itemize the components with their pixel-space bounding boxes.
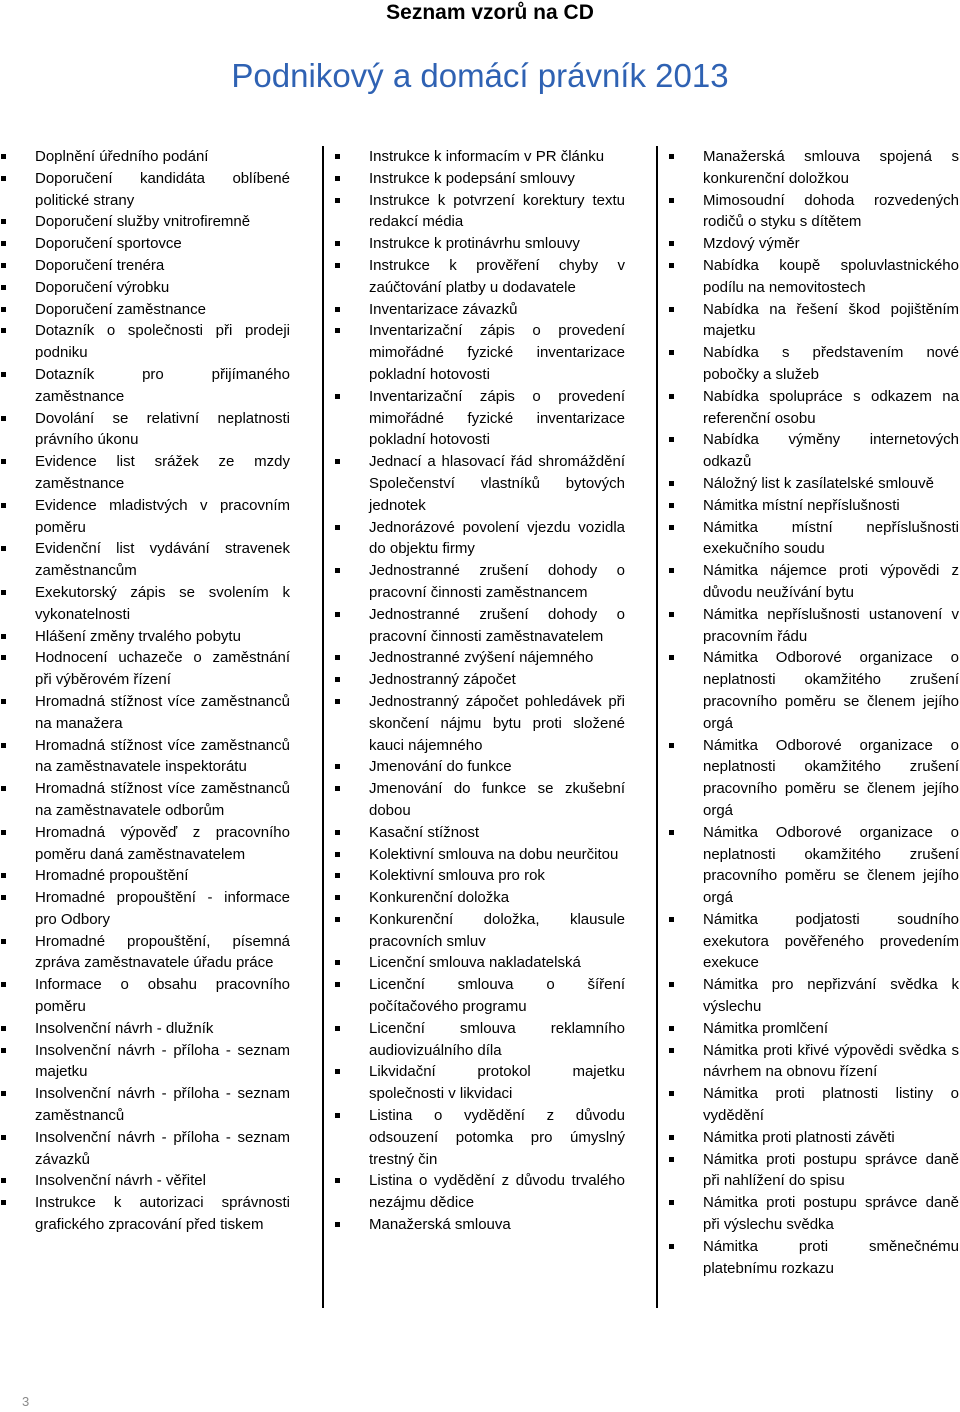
template-item-label: Evidence list srážek ze mzdy zaměstnance [35,453,290,492]
template-list-item [0,582,290,626]
square-bullet-icon [669,1200,674,1205]
square-bullet-icon [669,982,674,987]
template-item-label: Dovolání se relativní neplatnosti právního úkonu [35,409,290,449]
square-bullet-icon [1,546,6,551]
square-bullet-icon [669,503,674,508]
template-list-item [668,1018,959,1040]
square-bullet-icon [335,917,340,922]
template-list-item [334,844,625,866]
template-item-label: Námitka proti směnečnému platebnímu rozkazu [703,1237,959,1277]
template-list-item [668,1040,959,1084]
template-list-item [0,233,290,255]
square-bullet-icon [335,699,340,704]
square-bullet-icon [669,481,674,486]
square-bullet-icon [669,263,674,268]
template-list-item [334,669,625,691]
template-item-label: Hodnocení uchazeče o zaměstnání při výběrovém řízení [35,649,290,689]
square-bullet-icon [335,960,340,965]
template-list-item [334,451,625,516]
template-list-item [334,974,625,1018]
square-bullet-icon [1,590,6,595]
template-item-label: Jmenování do funkce se zkušební dobou [369,780,625,819]
template-item-label: Doporučení výrobku [35,278,170,296]
template-item-label: Listina o vydědění z důvodu trvalého nezájmu dědice [369,1172,625,1212]
template-item-label: Nabídka spolupráce s odkazem na referenční osobu [703,387,959,427]
template-list-item [0,277,290,299]
template-list-item [334,386,625,451]
square-bullet-icon [335,612,340,617]
template-list-item [334,822,625,844]
template-list-item [0,538,290,582]
template-item-label: Instrukce k protinávrhu smlouvy [369,235,580,253]
template-list-item [334,1105,625,1170]
square-bullet-icon [1,459,6,464]
template-item-label: Hromadná výpověď z pracovního poměru daná zaměstnavatelem [35,823,290,863]
template-list-item [0,778,290,822]
template-item-label: Jednostranné zrušení dohody o pracovní činnosti zaměstnancem [369,562,625,601]
square-bullet-icon [335,1026,340,1031]
template-item-label: Hlášení změny trvalého pobytu [35,627,241,645]
template-item-label: Jmenování do funkce [369,758,512,776]
template-list-item [668,190,959,234]
template-item-label: Námitka místní nepříslušnosti [703,496,900,514]
template-list-item [668,647,959,734]
square-bullet-icon [669,830,674,835]
template-item-label: Instrukce k podepsání smlouvy [369,169,575,187]
template-item-label: Doporučení zaměstnance [35,300,206,318]
square-bullet-icon [335,786,340,791]
template-list-item [334,1214,625,1236]
square-bullet-icon [1,372,6,377]
template-item-label: Kasační stížnost [369,823,480,841]
template-item-label: Kolektivní smlouva pro rok [369,867,545,885]
template-item-label: Likvidační protokol majetku společnosti v likvidaci [369,1063,625,1103]
template-list-item [0,974,290,1018]
square-bullet-icon [669,154,674,159]
template-item-label: Námitka proti křivé výpovědi svědka s návrhem na obnovu řízení [703,1041,959,1081]
template-item-label: Nabídka výměny internetových odkazů [703,431,959,471]
square-bullet-icon [335,852,340,857]
square-bullet-icon [335,459,340,464]
column-divider [656,146,658,1308]
template-item-label: Insolvenční návrh - příloha - seznam závazků [35,1128,290,1168]
template-list-item [668,255,959,299]
square-bullet-icon [335,873,340,878]
template-list-item [668,1192,959,1236]
template-item-label: Evidenční list vydávání stravenek zaměstnancům [35,540,290,580]
template-list-item [668,517,959,561]
template-list-item [0,735,290,779]
square-bullet-icon [1,939,6,944]
square-bullet-icon [1,655,6,660]
square-bullet-icon [1,1178,6,1183]
template-list-item [334,168,625,190]
template-list-item [668,560,959,604]
square-bullet-icon [1,982,6,987]
template-item-label: Inventarizační zápis o provedení mimořádné fyzické inventarizace pokladní hotovosti [369,322,625,383]
template-item-label: Jednostranné zvýšení nájemného [369,649,594,667]
template-list-item [668,146,959,190]
template-list-item [334,756,625,778]
square-bullet-icon [1,1135,6,1140]
square-bullet-icon [669,568,674,573]
template-item-label: Náložný list k zasílatelské smlouvě [703,474,934,492]
square-bullet-icon [669,655,674,660]
square-bullet-icon [669,350,674,355]
square-bullet-icon [669,917,674,922]
template-list-item [334,909,625,953]
template-item-label: Doplnění úředního podání [35,148,209,165]
square-bullet-icon [669,525,674,530]
template-item-label: Námitka podjatosti soudního exekutora pověřeného provedením exekuce [703,910,959,972]
template-item-label: Instrukce k potvrzení korektury textu redakcí média [369,191,625,231]
template-list-item [0,1018,290,1040]
template-item-label: Insolvenční návrh - příloha - seznam majetku [35,1041,290,1081]
template-list-item [334,604,625,648]
square-bullet-icon [335,1069,340,1074]
template-item-label: Námitka proti platnosti listiny o vydědění [703,1085,959,1125]
square-bullet-icon [1,503,6,508]
square-bullet-icon [1,241,6,246]
page-number: 3 [22,1394,30,1409]
template-list-column-1 [0,146,290,1236]
square-bullet-icon [335,198,340,203]
template-item-label: Insolvenční návrh - věřitel [35,1172,206,1190]
square-bullet-icon [669,1244,674,1249]
template-list-item [0,495,290,539]
template-item-label: Hromadná stížnost více zaměstnanců na zaměstnavatele inspektorátu [35,736,290,776]
template-list-item [0,1170,290,1192]
template-item-label: Doporučení kandidáta oblíbené politické strany [35,169,290,209]
template-item-label: Námitka nájemce proti výpovědi z důvodu neužívání bytu [703,562,959,601]
template-list-item [0,931,290,975]
square-bullet-icon [669,1091,674,1096]
template-list-item [668,1236,959,1280]
template-list-item [334,320,625,385]
template-list-item [668,822,959,909]
square-bullet-icon [1,1048,6,1053]
template-item-label: Informace o obsahu pracovního poměru [35,976,290,1016]
square-bullet-icon [669,612,674,617]
template-item-label: Jednostranný zápočet pohledávek při skončení nájmu bytu proti složené kauci nájemného [369,692,625,754]
square-bullet-icon [669,241,674,246]
template-list-item [0,865,290,887]
template-item-label: Nabídka s představením nové pobočky a služeb [703,344,959,383]
template-item-label: Námitka proti postupu správce daně při nahlížení do spisu [703,1150,959,1190]
square-bullet-icon [335,830,340,835]
template-item-label: Exekutorský zápis se svolením k vykonatelnosti [35,583,290,623]
template-list-item [334,647,625,669]
template-item-label: Listina o vydědění z důvodu odsouzení potomka pro úmyslný trestný čin [369,1107,625,1168]
template-list-item [668,604,959,648]
template-item-label: Evidence mladistvých v pracovním poměru [35,496,290,536]
template-item-label: Manažerská smlouva [369,1216,511,1234]
template-list-item [0,408,290,452]
square-bullet-icon [1,307,6,312]
template-list-item [0,451,290,495]
template-item-label: Konkurenční doložka [369,889,510,907]
template-item-label: Hromadná stížnost více zaměstnanců na manažera [35,692,290,732]
template-list-item [334,1061,625,1105]
template-list-item [334,190,625,234]
template-list-item [668,386,959,430]
template-item-label: Nabídka na řešení škod pojištěním majetku [703,300,959,340]
square-bullet-icon [669,1026,674,1031]
template-list-item [668,1149,959,1193]
square-bullet-icon [1,1200,6,1205]
square-bullet-icon [335,263,340,268]
template-list-item [668,1083,959,1127]
template-list-item [668,299,959,343]
template-item-label: Hromadné propouštění, písemná zpráva zaměstnavatele úřadu práce [35,932,290,972]
square-bullet-icon [1,176,6,181]
template-item-label: Licenční smlouva reklamního audiovizuálního díla [369,1019,625,1059]
template-item-label: Námitka pro nepřizvání svědka k výslechu [703,976,959,1016]
template-list-item [0,1083,290,1127]
square-bullet-icon [1,634,6,639]
template-list-item [0,299,290,321]
square-bullet-icon [1,786,6,791]
template-item-label: Námitka nepříslušnosti ustanovení v pracovním řádu [703,605,959,645]
template-list-item [0,146,290,168]
square-bullet-icon [335,241,340,246]
square-bullet-icon [1,743,6,748]
template-item-label: Doporučení sportovce [35,235,182,253]
template-list-item [334,1018,625,1062]
square-bullet-icon [669,198,674,203]
square-bullet-icon [1,699,6,704]
template-item-label: Námitka místní nepříslušnosti exekučního soudu [703,518,959,558]
template-list-item [0,647,290,691]
square-bullet-icon [335,1222,340,1227]
square-bullet-icon [335,677,340,682]
square-bullet-icon [669,1157,674,1162]
square-bullet-icon [669,437,674,442]
square-bullet-icon [1,328,6,333]
template-list-item [0,1192,290,1236]
square-bullet-icon [335,1178,340,1183]
template-item-label: Námitka proti platnosti závěti [703,1128,895,1146]
template-list-item [0,691,290,735]
template-item-label: Manažerská smlouva spojená s konkurenční doložkou [703,148,959,187]
template-list-item [334,1170,625,1214]
template-list-item [0,168,290,212]
template-list-item [334,255,625,299]
square-bullet-icon [1,263,6,268]
template-list-item [334,887,625,909]
template-list-item [0,320,290,364]
template-list-item [334,691,625,756]
template-list-item [668,909,959,974]
square-bullet-icon [1,154,6,159]
template-list-item [0,255,290,277]
template-item-label: Licenční smlouva nakladatelská [369,954,581,972]
square-bullet-icon [335,328,340,333]
header-title: Seznam vzorů na CD [386,1,594,24]
template-list-item [334,146,625,168]
template-list-item [668,495,959,517]
template-list-item [0,1040,290,1084]
page-title: Podnikový a domácí právník 2013 [231,57,729,94]
square-bullet-icon [669,1048,674,1053]
template-list-item [0,887,290,931]
square-bullet-icon [1,1026,6,1031]
template-list-item [334,517,625,561]
template-item-label: Námitka Odborové organizace o neplatnosti okamžitého zrušení pracovního poměru se členem jejího orgá [703,736,959,819]
square-bullet-icon [1,219,6,224]
template-item-label: Dotazník o společnosti při prodeji podniku [35,322,290,362]
template-item-label: Doporučení trenéra [35,256,165,274]
template-list-item [668,1127,959,1149]
square-bullet-icon [1,895,6,900]
square-bullet-icon [669,307,674,312]
template-list-item [0,1127,290,1171]
square-bullet-icon [1,416,6,421]
template-list-item [0,626,290,648]
template-list-item [334,778,625,822]
square-bullet-icon [1,830,6,835]
template-item-label: Inventarizační zápis o provedení mimořádné fyzické inventarizace pokladní hotovosti [369,387,625,449]
template-item-label: Námitka Odborové organizace o neplatnosti okamžitého zrušení pracovního poměru se členem jejího orgá [703,823,959,907]
template-item-label: Licenční smlouva o šíření počítačového programu [369,976,625,1016]
square-bullet-icon [669,743,674,748]
template-list-item [668,342,959,386]
template-list-item [334,865,625,887]
square-bullet-icon [669,394,674,399]
square-bullet-icon [335,525,340,530]
square-bullet-icon [335,176,340,181]
square-bullet-icon [335,394,340,399]
template-item-label: Doporučení služby vnitrofiremně [35,213,251,231]
template-item-label: Instrukce k informacím v PR článku [369,148,605,165]
template-item-label: Hromadné propouštění - informace pro Odbory [35,889,290,928]
template-list-item [334,233,625,255]
square-bullet-icon [669,1135,674,1140]
template-item-label: Instrukce k prověření chyby v zaúčtování platby u dodavatele [369,256,625,296]
template-list-item [0,364,290,408]
template-list-item [0,211,290,233]
template-item-label: Jednací a hlasovací řád shromáždění Společenství vlastníků bytových jednotek [369,453,625,514]
square-bullet-icon [1,873,6,878]
template-item-label: Insolvenční návrh - dlužník [35,1019,214,1037]
template-list-item [334,952,625,974]
template-item-label: Jednostranné zrušení dohody o pracovní činnosti zaměstnavatelem [369,605,625,645]
template-item-label: Dotazník pro přijímaného zaměstnance [35,365,290,405]
template-list-item [668,974,959,1018]
template-item-label: Námitka proti postupu správce daně při výslechu svědka [703,1194,959,1234]
square-bullet-icon [335,982,340,987]
square-bullet-icon [335,655,340,660]
template-item-label: Hromadné propouštění [35,867,189,885]
template-list-column-3 [668,146,959,1279]
square-bullet-icon [335,764,340,769]
template-item-label: Námitka promlčení [703,1019,829,1037]
template-item-label: Námitka Odborové organizace o neplatnosti okamžitého zrušení pracovního poměru se členem jejího orgá [703,649,959,732]
square-bullet-icon [335,1113,340,1118]
template-item-label: Insolvenční návrh - příloha - seznam zaměstnanců [35,1085,290,1125]
square-bullet-icon [1,285,6,290]
template-list-item [334,299,625,321]
template-item-label: Kolektivní smlouva na dobu neurčitou [369,845,619,863]
template-item-label: Jednostranný zápočet [369,671,516,689]
square-bullet-icon [335,895,340,900]
template-item-label: Inventarizace závazků [369,300,518,318]
template-list-item [668,473,959,495]
template-list-item [0,822,290,866]
template-list-item [668,429,959,473]
square-bullet-icon [335,307,340,312]
template-list-column-2 [334,146,625,1236]
square-bullet-icon [335,154,340,159]
template-item-label: Nabídka koupě spoluvlastnického podílu na nemovitostech [703,256,959,296]
template-item-label: Hromadná stížnost více zaměstnanců na zaměstnavatele odborům [35,780,290,819]
template-item-label: Mzdový výměr [703,235,800,253]
square-bullet-icon [1,1091,6,1096]
template-item-label: Jednorázové povolení vjezdu vozidla do objektu firmy [369,518,625,558]
template-item-label: Mimosoudní dohoda rozvedených rodičů o styku s dítětem [703,191,959,231]
template-item-label: Instrukce k autorizaci správnosti grafického zpracování před tiskem [35,1194,290,1234]
square-bullet-icon [335,568,340,573]
template-item-label: Konkurenční doložka, klausule pracovních smluv [369,910,625,950]
template-list-item [668,233,959,255]
column-divider [322,146,324,1308]
template-list-item [668,735,959,822]
template-list-item [334,560,625,604]
